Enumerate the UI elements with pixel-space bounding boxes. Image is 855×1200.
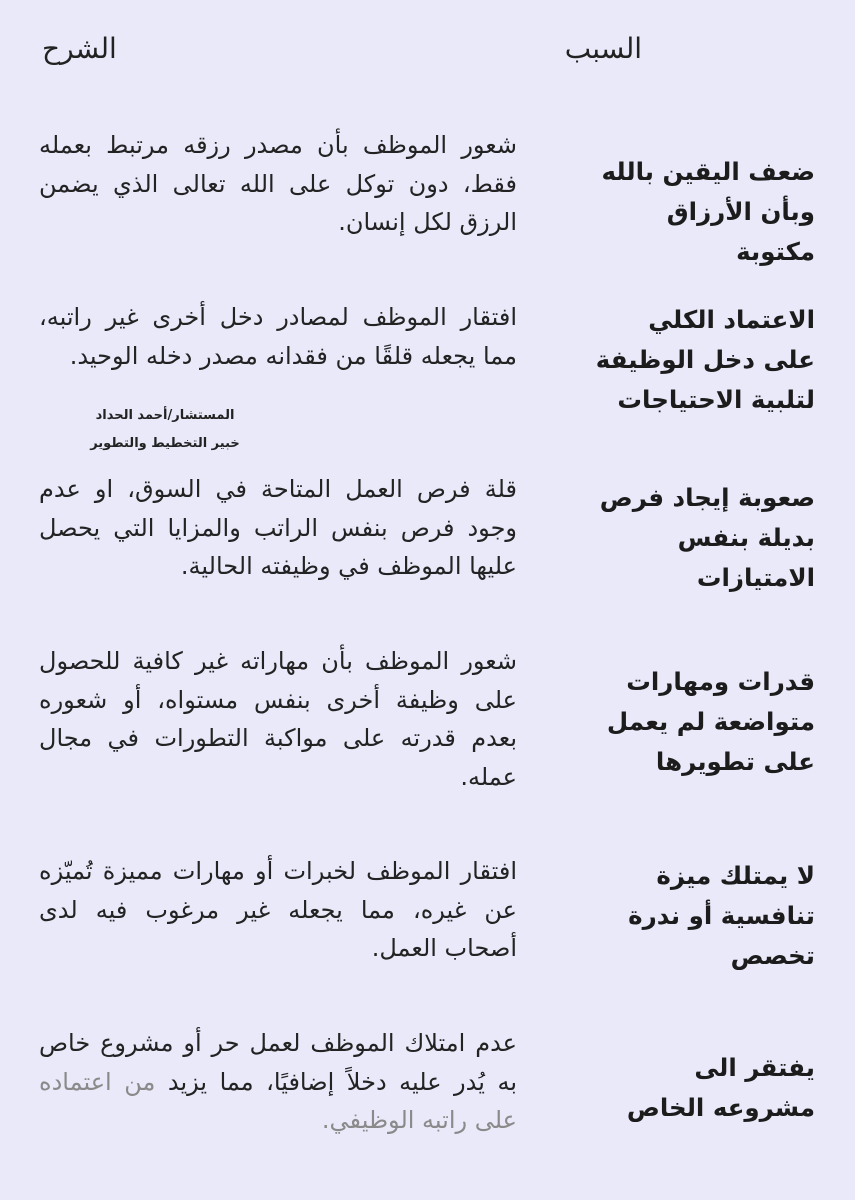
column-header-explanation: الشرح bbox=[42, 32, 117, 65]
explanation-text bbox=[39, 1024, 517, 1140]
cause-text: يفتقر الى مشروعه الخاص bbox=[626, 1053, 815, 1122]
explanation-text: شعور الموظف بأن مهاراته غير كافية للحصول على وظيفة أخرى بنفس مستواه، أو شعوره بعدم قدرته على مواكبة التطورات في مجال عمله. bbox=[39, 647, 517, 791]
explanation-main: عدم امتلاك الموظف لعمل حر أو مشروع خاص به يُدر عليه دخلاً إضافيًا، مما يزيد bbox=[39, 1029, 517, 1096]
explanation-text: افتقار الموظف لمصادر دخل أخرى غير راتبه، مما يجعله قلقًا من فقدانه مصدر دخله الوحيد. bbox=[39, 303, 517, 370]
explanation-text: قلة فرص العمل المتاحة في السوق، او عدم وجود فرص بنفس الراتب والمزايا التي يحصل عليها الموظف في وظيفته الحالية. bbox=[39, 475, 517, 580]
column-header-cause: السبب bbox=[564, 32, 642, 65]
explanation-text: شعور الموظف بأن مصدر رزقه مرتبط بعمله فقط، دون توكل على الله تعالى الذي يضمن الرزق لكل إنسان. bbox=[39, 131, 517, 236]
signature-name: المستشار/أحمد الحداد bbox=[95, 408, 235, 423]
cause-text: ضعف اليقين بالله وبأن الأرزاق مكتوبة bbox=[601, 157, 815, 266]
explanation-text: افتقار الموظف لخبرات أو مهارات مميزة تُميّزه عن غيره، مما يجعله غير مرغوب فيه لدى أصحاب العمل. bbox=[39, 857, 517, 962]
cause-text: الاعتماد الكلي على دخل الوظيفة لتلبية الاحتياجات bbox=[595, 305, 815, 414]
explanation-faded-tail: من اعتماده على راتبه الوظيفي. bbox=[39, 1067, 517, 1134]
cause-text: قدرات ومهارات متواضعة لم يعمل على تطويرها bbox=[606, 667, 815, 776]
signature-title: خبير التخطيط والتطوير bbox=[90, 436, 240, 451]
signature-block bbox=[40, 402, 290, 458]
cause-text: لا يمتلك ميزة تنافسية أو ندرة تخصص bbox=[628, 861, 815, 970]
cause-text: صعوبة إيجاد فرص بديلة بنفس الامتيازات bbox=[599, 483, 815, 592]
